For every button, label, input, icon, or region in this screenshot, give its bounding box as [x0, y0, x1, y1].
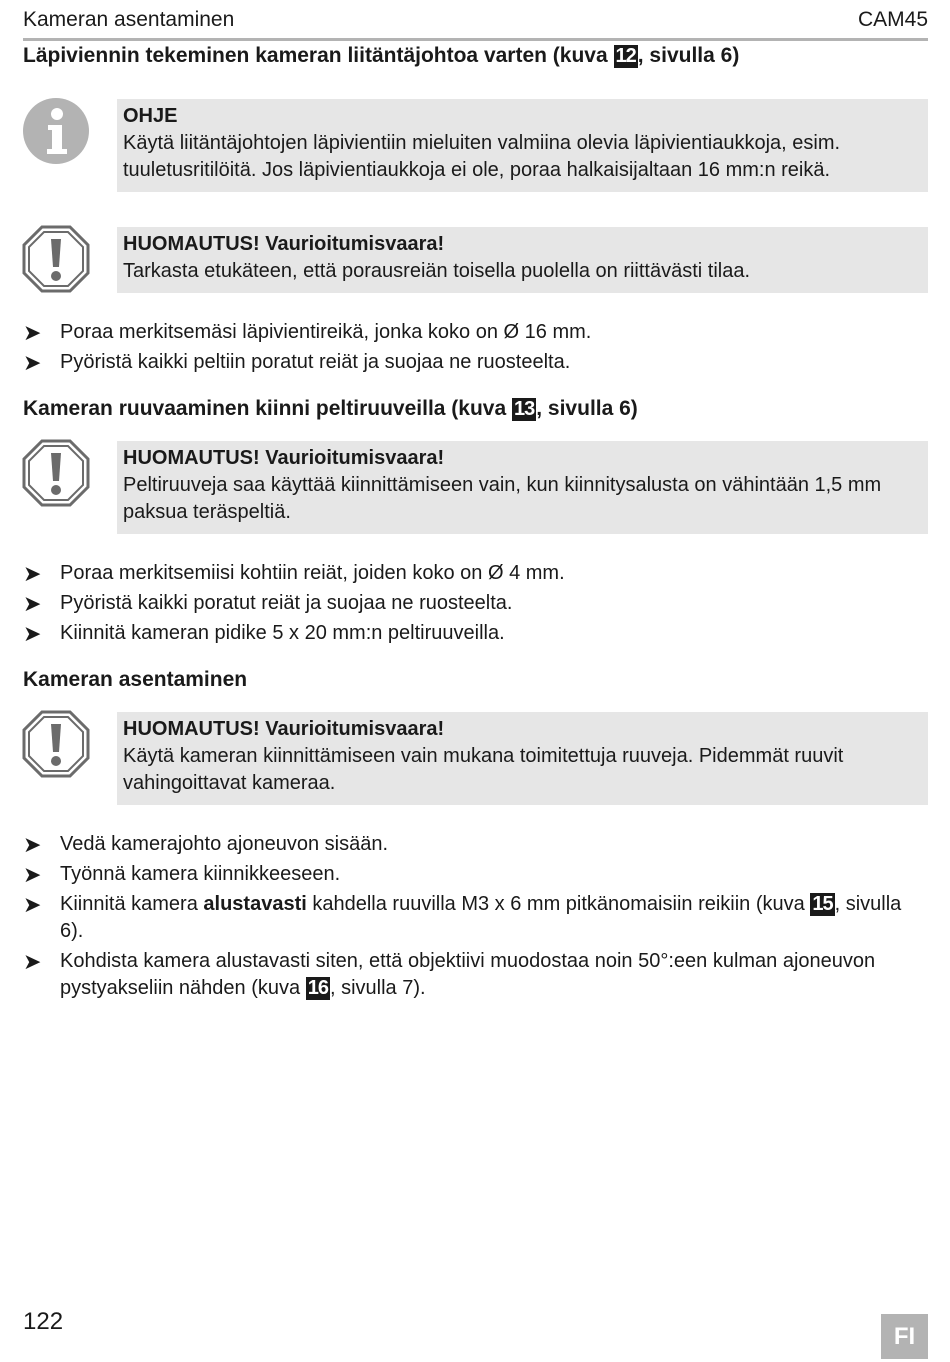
emphasis-text: alustavasti	[203, 893, 307, 915]
arrow-bullet-icon: ➤	[23, 591, 42, 616]
page-header	[23, 6, 928, 41]
note-text: Käytä liitäntäjohtojen läpivientiin mieluiten valmiina olevia läpivientiaukkoja, esim. tuuletusritilöitä. Jos läpivientiaukkoja ei ole, poraa halkaisijaltaan 16 mm:n reikä.	[123, 132, 841, 181]
arrow-bullet-icon: ➤	[23, 862, 42, 887]
warning-note-2	[117, 441, 928, 534]
note-text: Käytä kameran kiinnittämiseen vain mukana toimitettuja ruuveja. Pidemmät ruuvit vahingoittavat kameraa.	[123, 745, 844, 794]
warning-note-1	[117, 227, 928, 293]
arrow-bullet-icon: ➤	[23, 621, 42, 646]
warning-octagon-icon	[22, 710, 90, 778]
list-item-text: Poraa merkitsemiisi kohtiin reiät, joiden koko on Ø 4 mm.	[60, 562, 565, 584]
list-item	[23, 590, 926, 617]
list-item-text	[60, 948, 926, 1002]
figure-ref-badge: 12	[615, 45, 636, 67]
list-item-text: Vedä kamerajohto ajoneuvon sisään.	[60, 833, 389, 855]
figure-ref-badge: 16	[307, 977, 328, 999]
arrow-bullet-icon: ➤	[23, 832, 42, 857]
section-heading-1	[23, 44, 739, 68]
figure-ref-badge: 15	[812, 893, 833, 915]
arrow-bullet-icon: ➤	[23, 561, 42, 586]
arrow-bullet-icon: ➤	[23, 350, 42, 375]
note-text: Tarkasta etukäteen, että porausreiän toisella puolella on riittävästi tilaa.	[123, 260, 751, 282]
heading-text: , sivulla 6)	[637, 44, 740, 67]
list-item	[23, 560, 926, 587]
note-text: Peltiruuveja saa käyttää kiinnittämiseen vain, kun kiinnitysalusta on vähintään 1,5 mm paksua teräspeltiä.	[123, 474, 882, 523]
note-title: HUOMAUTUS! Vaurioitumisvaara!	[123, 718, 445, 740]
list-item	[23, 349, 926, 376]
text-run: kahdella ruuvilla M3 x 6 mm pitkänomaisiin reikiin (kuva	[306, 893, 811, 915]
list-item	[23, 831, 926, 858]
list-item-text: Pyöristä kaikki peltiin poratut reiät ja suojaa ne ruosteelta.	[60, 351, 571, 373]
text-run: Kohdista kamera alustavasti siten, että objektiivi muodostaa noin 50°:een kulman ajoneuvon pystyakseliin nähden (kuva	[60, 950, 876, 999]
list-item	[23, 861, 926, 888]
list-item	[23, 319, 926, 346]
warning-octagon-icon	[22, 439, 90, 507]
list-item	[23, 948, 926, 1002]
note-title: OHJE	[123, 105, 178, 127]
text-run: , sivulla 7).	[329, 977, 426, 999]
list-item-text	[60, 891, 926, 945]
note-title: HUOMAUTUS! Vaurioitumisvaara!	[123, 447, 445, 469]
warning-note-3	[117, 712, 928, 805]
note-title: HUOMAUTUS! Vaurioitumisvaara!	[123, 233, 445, 255]
list-item-text: Pyöristä kaikki poratut reiät ja suojaa ne ruosteelta.	[60, 592, 513, 614]
language-tab: FI	[881, 1314, 928, 1359]
list-item-text: Kiinnitä kameran pidike 5 x 20 mm:n peltiruuveilla.	[60, 622, 505, 644]
header-chapter: Kameran asentaminen	[23, 8, 235, 31]
text-run: Kiinnitä kamera	[60, 893, 204, 915]
list-item-text: Poraa merkitsemäsi läpivientireikä, jonka koko on Ø 16 mm.	[60, 321, 592, 343]
text-run: , sivulla 6).	[60, 893, 902, 942]
arrow-bullet-icon: ➤	[23, 949, 42, 974]
section-heading-2	[23, 397, 638, 421]
figure-ref-badge: 13	[514, 398, 535, 420]
list-item	[23, 620, 926, 647]
heading-text: , sivulla 6)	[536, 397, 638, 420]
arrow-bullet-icon: ➤	[23, 320, 42, 345]
list-item-text: Työnnä kamera kiinnikkeeseen.	[60, 863, 341, 885]
header-model: CAM45	[857, 8, 928, 31]
info-icon	[22, 97, 90, 165]
info-note	[117, 99, 928, 192]
list-item	[23, 891, 926, 945]
page-number: 122	[23, 1308, 64, 1335]
arrow-bullet-icon: ➤	[23, 892, 42, 917]
warning-octagon-icon	[22, 225, 90, 293]
heading-text: Kameran ruuvaaminen kiinni peltiruuveilla (kuva	[23, 397, 512, 420]
heading-text: Läpiviennin tekeminen kameran liitäntäjohtoa varten (kuva	[23, 44, 614, 67]
section-heading-3: Kameran asentaminen	[23, 668, 248, 691]
